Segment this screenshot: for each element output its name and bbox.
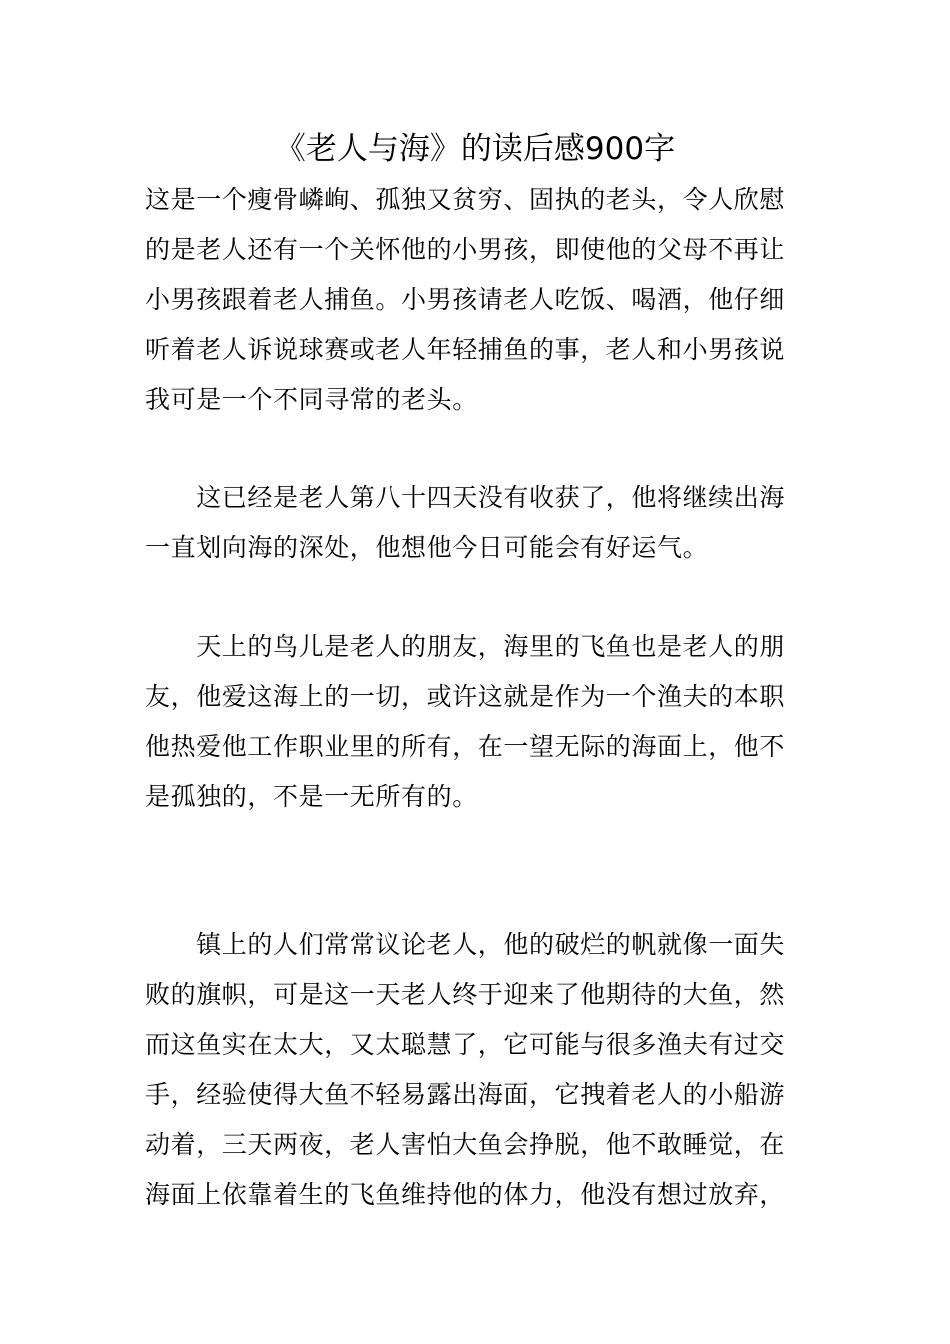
text-line: 败的旗帜，可是这一天老人终于迎来了他期待的大鱼，然	[145, 980, 786, 1009]
text-line: 我可是一个不同寻常的老头。	[145, 385, 478, 414]
text-line: 而这鱼实在太大，又太聪慧了，它可能与很多渔夫有过交	[145, 1030, 786, 1059]
text-line: 他热爱他工作职业里的所有，在一望无际的海面上，他不	[145, 732, 786, 761]
text-line: 动着，三天两夜，老人害怕大鱼会挣脱，他不敢睡觉，在	[145, 1130, 786, 1159]
text-line: 友，他爱这海上的一切，或许这就是作为一个渔夫的本职	[145, 682, 786, 711]
text-line: 海面上依靠着生的飞鱼维持他的体力，他没有想过放弃，	[145, 1180, 786, 1209]
text-line: 镇上的人们常常议论老人，他的破烂的帆就像一面失	[145, 930, 786, 959]
paragraph-1	[145, 175, 808, 425]
text-line: 天上的鸟儿是老人的朋友，海里的飞鱼也是老人的朋	[145, 632, 786, 661]
text-line: 小男孩跟着老人捕鱼。小男孩请老人吃饭、喝酒，他仔细	[145, 285, 786, 314]
text-line: 一直划向海的深处，他想他今日可能会有好运气。	[145, 533, 709, 562]
text-line: 手，经验使得大鱼不轻易露出海面，它拽着老人的小船游	[145, 1080, 786, 1109]
paragraph-2	[145, 473, 808, 573]
document-title: 《老人与海》的读后感900字	[274, 131, 676, 167]
text-line: 这是一个瘦骨嶙峋、孤独又贫穷、固执的老头，令人欣慰	[145, 185, 786, 214]
text-line: 这已经是老人第八十四天没有收获了，他将继续出海	[145, 483, 786, 512]
text-line: 的是老人还有一个关怀他的小男孩，即使他的父母不再让	[145, 235, 786, 264]
text-line: 听着老人诉说球赛或老人年轻捕鱼的事，老人和小男孩说	[145, 335, 786, 364]
text-line: 是孤独的，不是一无所有的。	[145, 782, 478, 811]
paragraph-3	[145, 622, 808, 822]
paragraph-4	[145, 920, 808, 1220]
